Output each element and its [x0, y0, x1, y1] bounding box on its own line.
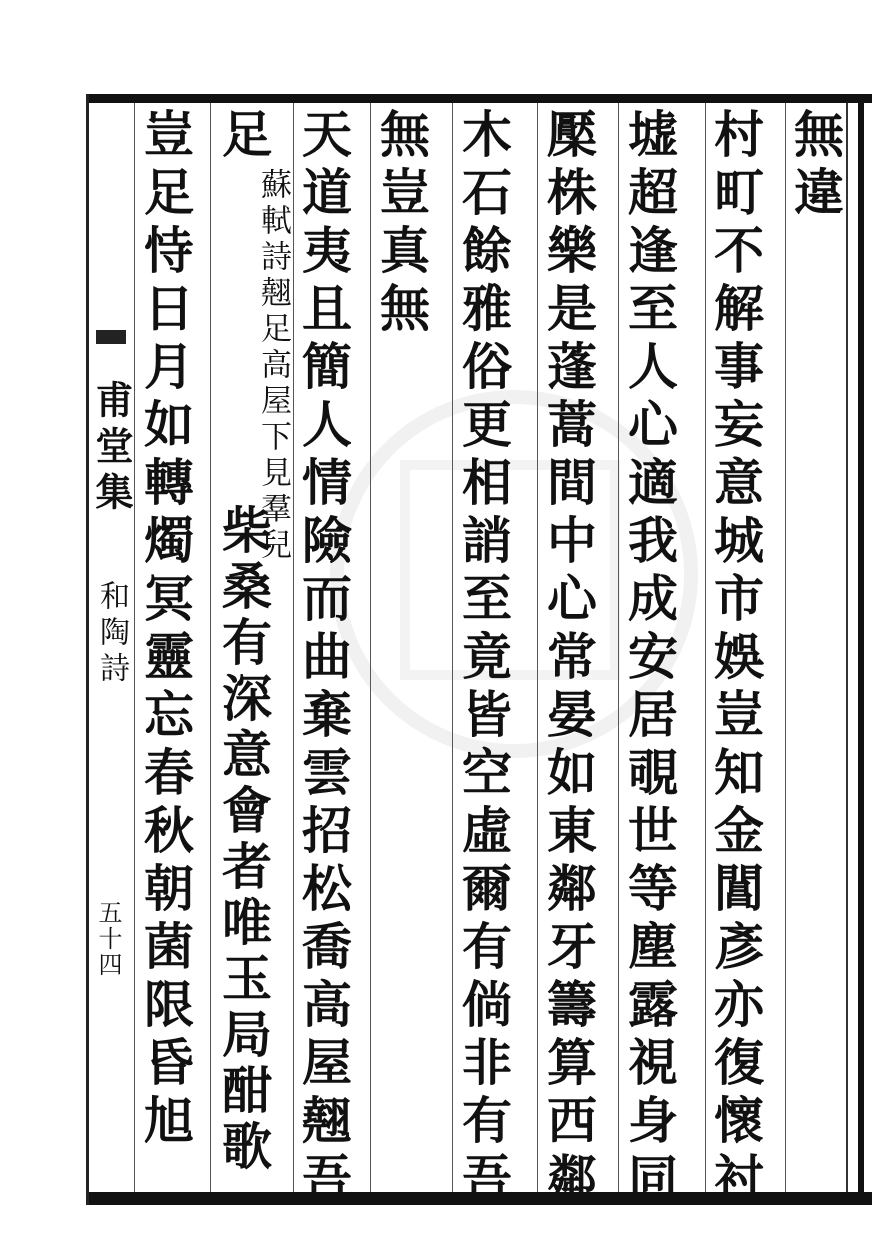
text-column-5: 木石餘雅俗更相誚至竟皆空虛爾有倘非有吾 — [454, 108, 513, 1210]
text-column-8-head: 足 — [214, 108, 273, 166]
text-column-9: 豈足恃日月如轉燭冥靈忘春秋朝菌限昏旭 — [136, 108, 195, 1152]
margin-book-title: 甫堂集 — [89, 380, 134, 518]
fish-tail-mark-top — [96, 330, 126, 344]
frame-top-border — [86, 94, 872, 103]
column-divider — [785, 103, 786, 1192]
frame-left-border — [86, 94, 89, 1205]
text-column-4: 檿株樂是蓬蒿間中心常晏如東鄰牙籌算西鄰 — [539, 108, 598, 1210]
annotation-right: 蘇軾詩翹足高屋下見羣兒 — [255, 168, 291, 564]
column-divider — [210, 103, 211, 1192]
frame-right-inner-border — [846, 103, 848, 1192]
frame-right-border — [858, 94, 864, 1205]
margin-section-title: 和陶詩 — [94, 580, 129, 688]
text-column-3: 墟超逢至人心適我成安居覗世等塵露視身同 — [620, 108, 679, 1210]
column-divider — [134, 103, 135, 1192]
margin-page-number: 五十四 — [94, 900, 122, 978]
text-column-6: 無豈真無 — [372, 108, 431, 340]
text-column-2: 村町不解事妄意城市娛豈知金閶彥亦復懷衬 — [706, 108, 765, 1210]
text-column-8-tail: 柴桑有深意會者唯玉局酣歌 — [214, 504, 273, 1176]
text-column-7: 天道夷且簡人情險而曲棄雲招松喬高屋翹吾 — [294, 108, 353, 1210]
text-column-1: 無違 — [786, 108, 845, 224]
